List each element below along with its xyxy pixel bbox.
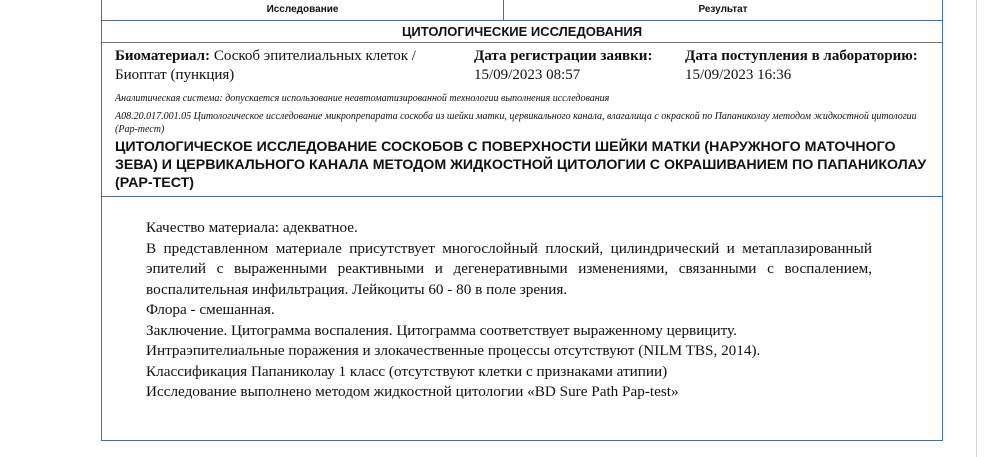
study-heading: ЦИТОЛОГИЧЕСКОЕ ИССЛЕДОВАНИЕ СОСКОБОВ С ПОВЕРХНОСТИ ШЕЙКИ МАТКИ (НАРУЖНОГО МАТОЧНОГО ЗЕВА) И ЦЕРВИКАЛЬНОГО КАНАЛА МЕТОДОМ ЖИДКОСТНОЙ ЦИТОЛОГИИ С ОКРАШИВАНИЕМ ПО ПАПАНИКОЛАУ (PAP-ТЕСТ) xyxy=(115,139,927,191)
biomaterial-label: Биоматериал: xyxy=(115,48,211,64)
result-description: В представленном материале присутствует многослойный плоский, цилиндрический и метаплазированный эпителий с выраженными реактивными и дегенеративными изменениями, связанными с воспалением, воспалительная инфильтрация. Лейкоциты 60 - 80 в поле зрения. xyxy=(146,239,872,298)
section-title-divider xyxy=(102,42,942,43)
result-conclusion: Заключение. Цитограмма воспаления. Цитограмма соответствует выраженному цервициту. xyxy=(146,321,737,339)
section-title: ЦИТОЛОГИЧЕСКИЕ ИССЛЕДОВАНИЯ xyxy=(401,24,643,39)
lab-report-document xyxy=(101,0,943,441)
header-study: Исследование xyxy=(266,4,339,15)
header-result: Результат xyxy=(698,4,748,15)
analytic-system-note: Аналитическая система: допускается использование неавтоматизированной технологии выполнения исследования xyxy=(115,93,610,104)
service-code-note: A08.20.017.001.05 Цитологическое исследование микропрепарата соскоба из шейки матки, цервикального канала, влагалища с окраской по Папаниколау методом жидкостной цитологии (Pap-тест) xyxy=(115,111,917,135)
result-flora: Флора - смешанная. xyxy=(146,301,275,318)
lab-arrival-date-info xyxy=(685,47,940,85)
result-method: Исследование выполнено методом жидкостной цитологии «BD Sure Path Pap-test» xyxy=(146,383,679,400)
result-classification: Классификация Папаниколау 1 класс (отсутствуют клетки с признаками атипии) xyxy=(146,362,668,380)
result-quality: Качество материала: адекватное. xyxy=(146,219,358,236)
registration-date-label: Дата регистрации заявки: xyxy=(474,48,653,64)
registration-date-value: 15/09/2023 08:57 xyxy=(474,67,581,83)
lab-arrival-date-value: 15/09/2023 16:36 xyxy=(685,67,792,83)
page-edge-line xyxy=(976,0,977,457)
table-header-row xyxy=(102,0,942,21)
heading-divider xyxy=(102,196,942,197)
biomaterial-value: Соскоб эпителиальных клеток / Биоптат (пункция) xyxy=(115,48,416,83)
registration-date-info xyxy=(474,47,679,85)
biomaterial-info xyxy=(115,47,460,85)
result-lesions: Интраэпителиальные поражения и злокачественные процессы отсутствуют (NILM TBS, 2014). xyxy=(146,342,761,359)
lab-arrival-date-label: Дата поступления в лабораторию: xyxy=(685,48,918,64)
result-text xyxy=(146,218,872,403)
